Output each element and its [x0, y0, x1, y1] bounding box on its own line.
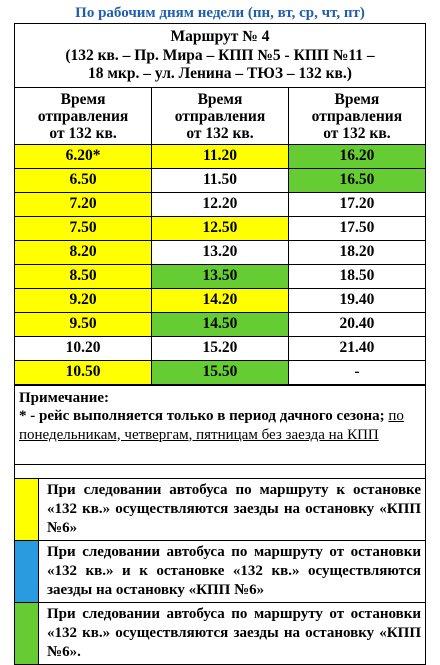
route-number: Маршрут № 4: [170, 28, 270, 45]
table-row: [15, 192, 425, 216]
legend-row-green: [15, 603, 425, 664]
departure-time-cell: 18.50: [288, 264, 425, 288]
table-row: [15, 264, 425, 288]
table-row: [15, 144, 425, 168]
route-title: [15, 24, 425, 88]
schedule-document: [14, 4, 426, 665]
departure-time-cell: 8.50: [15, 264, 152, 288]
departure-time-cell: 15.50: [152, 360, 289, 384]
departure-time-cell: 9.50: [15, 312, 152, 336]
table-row: [15, 240, 425, 264]
departure-time-cell: 18.20: [288, 240, 425, 264]
departure-time-cell: 19.40: [288, 288, 425, 312]
departure-time-cell: 16.20: [288, 144, 425, 168]
legend-text: При следовании автобуса по маршруту от остановки «132 кв.» и к остановке «132 кв.» осуществляются заезды на остановку «КПП №6»: [47, 543, 421, 598]
departure-time-cell: 16.50: [288, 168, 425, 192]
departure-time-cell: 20.40: [288, 312, 425, 336]
departure-time-cell: 6.20*: [15, 144, 152, 168]
departure-time-cell: 10.20: [15, 336, 152, 360]
note-block: [15, 385, 425, 464]
departure-rows: [15, 144, 425, 384]
column-header: Время отправления от 132 кв.: [288, 88, 425, 145]
departure-time-cell: 6.50: [15, 168, 152, 192]
departure-time-cell: 9.20: [15, 288, 152, 312]
page-header: По рабочим дням недели (пн, вт, ср, чт, пт): [75, 5, 365, 21]
column-header: Время отправления от 132 кв.: [152, 88, 289, 145]
departure-table: [15, 88, 425, 385]
spacer-row: [15, 464, 425, 478]
table-row: [15, 216, 425, 240]
legend-swatch: [15, 541, 39, 602]
departure-time-cell: -: [288, 360, 425, 384]
departure-time-cell: 13.50: [152, 264, 289, 288]
departure-time-cell: 12.50: [152, 216, 289, 240]
table-row: [15, 360, 425, 384]
note-text: * - рейс выполняется только в период дачного сезона; по понедельникам, четвергам, пятницам без заезда на КПП: [19, 408, 404, 443]
color-legend: [15, 478, 425, 664]
schedule-grid: [14, 23, 426, 665]
note-underlined: по понедельникам, четвергам, пятницам без заезда на КПП: [19, 408, 404, 443]
legend-swatch: [15, 603, 39, 664]
route-path-line2: 18 мкр. – ул. Ленина – ТЮЗ – 132 кв.): [88, 65, 352, 82]
departure-time-cell: 21.40: [288, 336, 425, 360]
departure-time-cell: 17.50: [288, 216, 425, 240]
column-header: Время отправления от 132 кв.: [15, 88, 152, 145]
route-path-line1: (132 кв. – Пр. Мира – КПП №5 - КПП №11 –: [65, 46, 375, 64]
departure-time-cell: 8.20: [15, 240, 152, 264]
departure-time-cell: 11.50: [152, 168, 289, 192]
departure-time-cell: 13.20: [152, 240, 289, 264]
table-row: [15, 336, 425, 360]
note-heading: Примечание:: [19, 389, 110, 406]
legend-row-yellow: [15, 479, 425, 541]
departure-time-cell: 10.50: [15, 360, 152, 384]
table-row: [15, 312, 425, 336]
table-row: [15, 288, 425, 312]
departure-time-cell: 15.20: [152, 336, 289, 360]
departure-time-cell: 17.20: [288, 192, 425, 216]
departure-time-cell: 7.20: [15, 192, 152, 216]
legend-row-blue: [15, 541, 425, 603]
departure-time-cell: 14.20: [152, 288, 289, 312]
departure-time-cell: 14.50: [152, 312, 289, 336]
departure-time-cell: 7.50: [15, 216, 152, 240]
legend-text: При следовании автобуса по маршруту от остановки «132 кв.» осуществляются заезды на остановку «КПП №6».: [47, 605, 421, 660]
departure-time-cell: 12.20: [152, 192, 289, 216]
table-row: [15, 168, 425, 192]
departure-time-cell: 11.20: [152, 144, 289, 168]
legend-swatch: [15, 479, 39, 540]
legend-text: При следовании автобуса по маршруту к остановке «132 кв.» осуществляются заезды на остановку «КПП №6»: [47, 481, 421, 536]
